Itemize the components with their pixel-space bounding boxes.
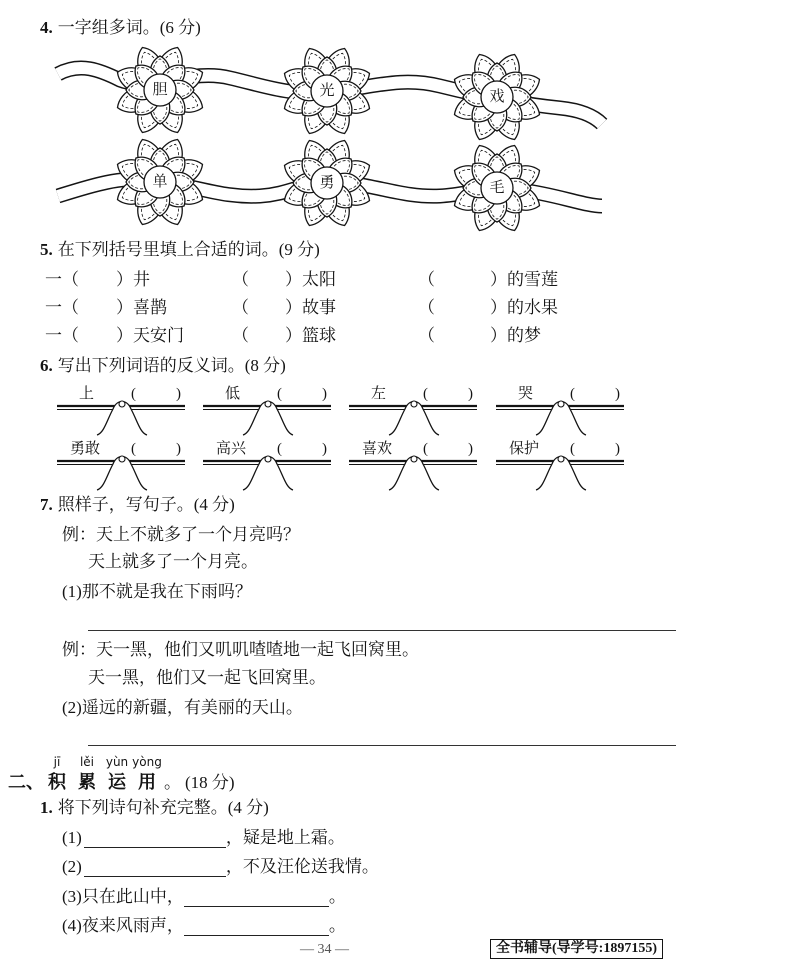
- answer-blank[interactable]: [84, 858, 226, 877]
- fill-item: [418, 298, 558, 318]
- poem-suffix: 。: [328, 916, 346, 935]
- item-prefix: （: [232, 298, 249, 317]
- fill-item: [418, 270, 558, 290]
- section-title-period: 。: [164, 773, 181, 792]
- answer-blank[interactable]: [435, 299, 490, 315]
- section-title-char: 累: [78, 772, 96, 792]
- answer-blank[interactable]: [139, 385, 175, 403]
- exercise-sentence: (2)遥远的新疆，有美丽的天山。: [62, 698, 303, 717]
- question-title: 照样子，写句子。(4 分): [57, 495, 235, 514]
- seesaw-word: 上: [79, 386, 95, 402]
- example-answer: 天上就多了一个月亮。: [88, 552, 258, 571]
- answer-blank[interactable]: [431, 385, 467, 403]
- answer-blank[interactable]: [431, 440, 467, 458]
- fill-item: [232, 298, 336, 318]
- answer-blank[interactable]: [79, 299, 116, 315]
- guide-label: 全书辅导(导学号:1897155): [490, 939, 663, 959]
- example-sentence: 例：天一黑，他们又叽叽喳喳地一起飞回窝里。: [62, 640, 419, 659]
- page-number: — 34 —: [300, 942, 349, 957]
- flower-character: 胆: [152, 82, 168, 98]
- flower-2: [280, 44, 374, 138]
- answer-blank[interactable]: [578, 440, 614, 458]
- seesaw-pivot: [558, 401, 564, 407]
- question-number: 4.: [40, 18, 53, 37]
- paren-open: (: [131, 441, 136, 457]
- section-number: 二、: [8, 772, 44, 792]
- answer-blank[interactable]: [249, 271, 285, 287]
- pinyin: jī: [53, 755, 61, 769]
- seesaw-pivot: [411, 401, 417, 407]
- item-prefix: （: [232, 326, 249, 345]
- pinyin: lěi: [79, 755, 95, 769]
- seesaw-item: [349, 437, 481, 493]
- section-pinyin: [42, 755, 162, 769]
- seesaw-word: 高兴: [216, 441, 247, 457]
- item-suffix: ）太阳: [285, 270, 336, 289]
- seesaw-pivot: [265, 401, 271, 407]
- seesaw-word: 喜欢: [362, 441, 393, 457]
- seesaw-pivot: [411, 456, 417, 462]
- seesaw-word: 勇敢: [70, 441, 101, 457]
- item-prefix: （: [418, 326, 435, 345]
- flower-3: [450, 50, 544, 144]
- item-suffix: ）的水果: [490, 298, 558, 317]
- flower-4: [113, 135, 207, 229]
- poem-prefix: (4)夜来风雨声，: [62, 916, 184, 935]
- pinyin: yùn: [105, 755, 129, 769]
- seesaw-item: [57, 437, 189, 493]
- poem-item: [62, 887, 346, 907]
- poem-suffix: 。: [328, 887, 346, 906]
- flower-6: [450, 141, 544, 235]
- flower-character: 单: [152, 174, 168, 190]
- answer-blank[interactable]: [84, 829, 226, 848]
- poem-suffix: ，疑是地上霜。: [225, 828, 345, 847]
- item-suffix: ）井: [116, 270, 150, 289]
- paren-open: (: [570, 386, 575, 402]
- seesaw-word: 保护: [509, 441, 540, 457]
- q7-heading: [40, 495, 235, 515]
- question-title: 将下列诗句补充完整。(4 分): [57, 798, 269, 817]
- seesaw-item: [349, 382, 481, 438]
- seesaw-word: 低: [225, 386, 241, 402]
- paren-close: ): [322, 441, 327, 457]
- question-number: 6.: [40, 356, 53, 375]
- section-title-char: 用: [138, 772, 156, 792]
- fill-item: [418, 326, 541, 346]
- item-suffix: ）喜鹊: [116, 298, 167, 317]
- flower-character: 戏: [489, 89, 505, 105]
- question-title: 在下列括号里填上合适的词。(9 分): [57, 240, 320, 259]
- answer-blank[interactable]: [79, 271, 116, 287]
- poem-suffix: ，不及汪伦送我情。: [225, 857, 379, 876]
- item-prefix: （: [232, 270, 249, 289]
- section-score: (18 分): [185, 773, 235, 792]
- answer-blank[interactable]: [285, 385, 321, 403]
- section-title-char: 运: [108, 772, 126, 792]
- answer-blank[interactable]: [249, 299, 285, 315]
- fill-item: [45, 326, 184, 346]
- item-suffix: ）天安门: [116, 326, 184, 345]
- seesaw-item: [57, 382, 189, 438]
- seesaw-item: [496, 382, 628, 438]
- paren-close: ): [322, 386, 327, 402]
- example-answer: 天一黑，他们又一起飞回窝里。: [88, 668, 326, 687]
- fill-item: [232, 270, 336, 290]
- paren-open: (: [131, 386, 136, 402]
- seesaw-pivot: [265, 456, 271, 462]
- poem-prefix: (2): [62, 857, 82, 876]
- seesaw-pivot: [119, 456, 125, 462]
- seesaw-pivot: [558, 456, 564, 462]
- seesaw-word: 左: [371, 386, 387, 402]
- flower-ribbon-illustration: [0, 0, 640, 240]
- item-prefix: 一（: [45, 270, 79, 289]
- paren-close: ): [176, 386, 181, 402]
- answer-line[interactable]: [88, 745, 676, 746]
- answer-line[interactable]: [88, 630, 676, 631]
- flower-character: 光: [319, 83, 335, 99]
- answer-blank[interactable]: [249, 327, 285, 343]
- paren-close: ): [468, 441, 473, 457]
- s2q1-heading: [40, 798, 269, 818]
- item-suffix: ）的梦: [490, 326, 541, 345]
- paren-open: (: [423, 386, 428, 402]
- pinyin: yòng: [132, 755, 162, 769]
- item-prefix: （: [418, 270, 435, 289]
- paren-open: (: [423, 441, 428, 457]
- flower-character: 毛: [489, 180, 505, 196]
- answer-blank[interactable]: [139, 440, 175, 458]
- question-title: 一字组多词。(6 分): [57, 18, 201, 37]
- seesaw-word: 哭: [518, 386, 534, 402]
- fill-item: [45, 298, 167, 318]
- section-heading: [8, 771, 235, 794]
- seesaw-item: [203, 437, 335, 493]
- answer-blank[interactable]: [435, 271, 490, 287]
- seesaw-pivot: [119, 401, 125, 407]
- item-suffix: ）篮球: [285, 326, 336, 345]
- fill-item: [45, 270, 150, 290]
- q5-heading: [40, 240, 320, 260]
- item-suffix: ）故事: [285, 298, 336, 317]
- paren-open: (: [277, 441, 282, 457]
- flower-1: [113, 43, 207, 137]
- answer-blank[interactable]: [285, 440, 321, 458]
- paren-open: (: [277, 386, 282, 402]
- paren-close: ): [468, 386, 473, 402]
- exercise-sentence: (1)那不就是我在下雨吗？: [62, 582, 252, 601]
- flower-character: 勇: [319, 175, 335, 191]
- paren-close: ): [615, 386, 620, 402]
- answer-blank[interactable]: [578, 385, 614, 403]
- poem-item: [62, 857, 379, 877]
- answer-blank[interactable]: [435, 327, 490, 343]
- q6-heading: [40, 356, 286, 376]
- answer-blank[interactable]: [184, 917, 329, 936]
- poem-prefix: (3)只在此山中，: [62, 887, 184, 906]
- section-title-char: 积: [48, 772, 66, 792]
- item-prefix: （: [418, 298, 435, 317]
- item-suffix: ）的雪莲: [490, 270, 558, 289]
- item-prefix: 一（: [45, 298, 79, 317]
- flower-5: [280, 136, 374, 230]
- paren-close: ): [615, 441, 620, 457]
- paren-open: (: [570, 441, 575, 457]
- question-number: 5.: [40, 240, 53, 259]
- answer-blank[interactable]: [184, 888, 329, 907]
- paren-close: ): [176, 441, 181, 457]
- item-prefix: 一（: [45, 326, 79, 345]
- answer-blank[interactable]: [79, 327, 116, 343]
- question-number: 1.: [40, 798, 53, 817]
- poem-item: [62, 916, 346, 936]
- poem-item: [62, 828, 345, 848]
- seesaw-item: [203, 382, 335, 438]
- question-title: 写出下列词语的反义词。(8 分): [57, 356, 286, 375]
- fill-item: [232, 326, 336, 346]
- seesaw-item: [496, 437, 628, 493]
- example-sentence: 例：天上不就多了一个月亮吗？: [62, 525, 300, 544]
- poem-prefix: (1): [62, 828, 82, 847]
- question-number: 7.: [40, 495, 53, 514]
